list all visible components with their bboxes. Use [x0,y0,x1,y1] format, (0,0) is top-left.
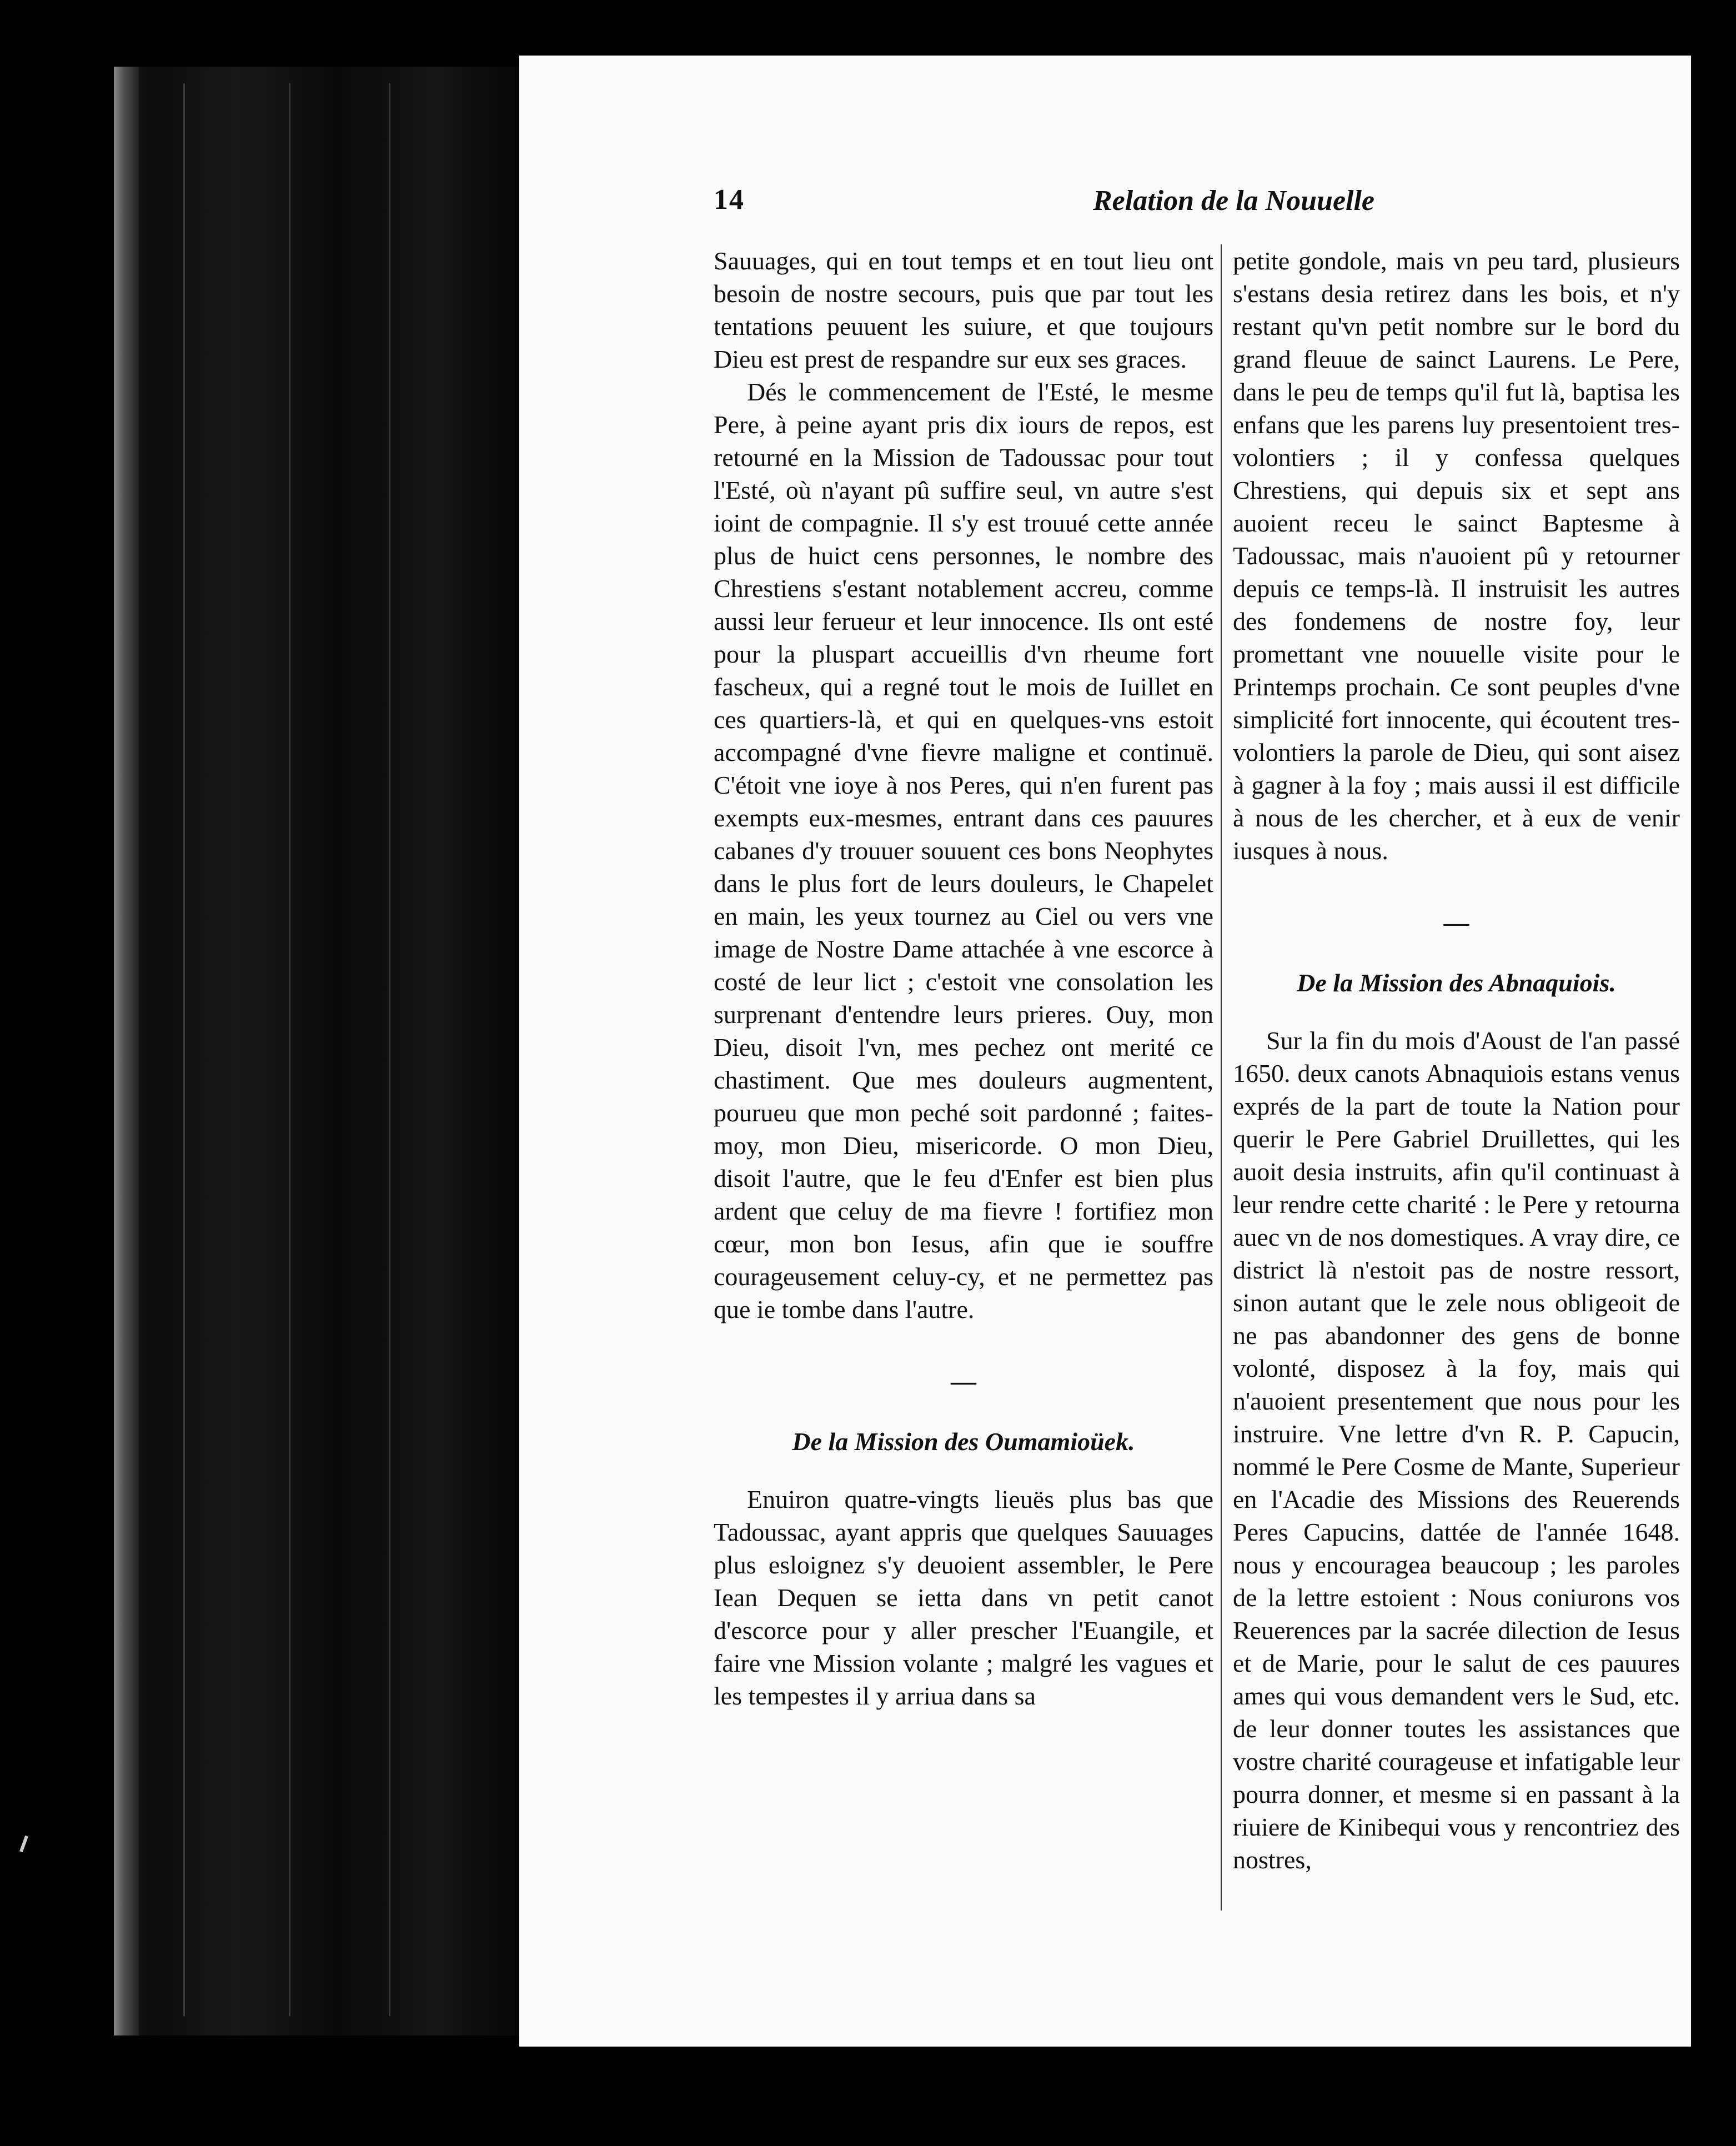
section-title: De la Mission des Oumamioüek. [792,1427,1135,1456]
page-text-area [714,178,1688,1944]
section-separator: — [1443,908,1469,936]
spine-line [183,83,185,2016]
paragraph: Sur la fin du mois d'Aoust de l'an passé 1650. deux canots Abnaquiois estans venus exprés de la part de toute la Nation pour querir le Pere Gabriel Druillettes, qui les auoit desia instruits, afin qu'il continuast à leur rendre cette charité : le Pere y retourna auec vn de nos domestiques. A vray dire, ce district là n'estoit pas de nostre ressort, sinon autant que le zele nous obligeoit de ne pas abandonner des gens de bonne volonté, disposez à la foy, mais qui n'auoient presentement que nous pour les instruire. Vne lettre d'vn R. P. Capucin, nommé le Pere Cosme de Mante, Superieur en l'Acadie des Missions des Reuerends Peres Capucins, dattée de l'année 1648. nous y encouragea beaucoup ; les paroles de la lettre estoient : Nous coniurons vos Reuerences par la sacrée dilection de Iesus et de Marie, pour le salut de ces pauures ames qui vous demandent vers le Sud, etc. de leur donner toutes les assistances que vostre charité courageuse et infatigable leur pourra donner, et mesme si en passant à la riuiere de Kinibequi vous y rencontriez des nostres, [1233,1026,1680,1874]
running-head: Relation de la Nouuelle [1093,185,1374,217]
spine-line [389,83,390,2016]
book-spine [114,67,519,2035]
page-right-edge [1691,89,1719,2027]
section-title: De la Mission des Abnaquiois. [1297,969,1616,997]
page-header [714,178,1374,222]
page-number: 14 [714,184,745,215]
spine-edge [114,67,139,2035]
paragraph: Enuiron quatre-vingts lieuës plus bas que Tadoussac, ayant appris que quelques Sauuages plus esloignez s'y deuoient assembler, le Pere Iean Dequen se ietta dans vn petit canot d'escorce pour y aller prescher l'Euangile, et faire vne Mission volante ; malgré les vagues et les tempestes il y arriua dans sa [714,1485,1213,1710]
right-column [1233,244,1680,1876]
column-divider [1221,244,1222,1911]
section-separator: — [951,1367,976,1395]
paragraph: petite gondole, mais vn peu tard, plusieurs s'estans desia retirez dans les bois, et n'y restant qu'vn petit nombre sur le bord du grand fleuue de sainct Laurens. Le Pere, dans le peu de temps qu'il fut là, baptisa les enfans que les parens luy presentoient tres-volontiers ; il y confessa quelques Chrestiens, qui depuis six et sept ans auoient receu le sainct Baptesme à Tadoussac, mais n'auoient pû y retourner depuis ce temps-là. Il instruisit les autres des fondemens de nostre foy, leur promettant vne nouuelle visite pour le Printemps prochain. Ce sont peuples d'vne simplicité fort innocente, qui écoutent tres-volontiers la parole de Dieu, qui sont aisez à gagner à la foy ; mais aussi il est difficile à nous de les chercher, et à eux de venir iusques à nous. [1233,247,1680,865]
left-column [714,244,1213,1712]
paragraph: Sauuages, qui en tout temps et en tout lieu ont besoin de nostre secours, puis que par tout les tentations peuuent les suiure, et que toujours Dieu est prest de respandre sur eux ses graces. [714,247,1213,373]
paragraph: Dés le commencement de l'Esté, le mesme Pere, à peine ayant pris dix iours de repos, est retourné en la Mission de Tadoussac pour tout l'Esté, où n'ayant pû suffire seul, vn autre s'est ioint de compagnie. Il s'y est trouué cette année plus de huict cens personnes, le nombre des Chrestiens s'estant notablement accreu, comme aussi leur ferueur et leur innocence. Ils ont esté pour la pluspart accueillis d'vn rheume fort fascheux, qui a regné tout le mois de Iuillet en ces quartiers-là, et qui en quelques-vns estoit accompagné d'vne fievre maligne et continuë. C'étoit vne ioye à nos Peres, qui n'en furent pas exempts eux-mesmes, entrant dans ces pauures cabanes d'y trouuer souuent ces bons Neophytes dans le plus fort de leurs douleurs, le Chapelet en main, les yeux tournez au Ciel ou vers vne image de Nostre Dame attachée à vne escorce à costé de leur lict ; c'estoit vne consolation les surprenant d'entendre leurs prieres. Ouy, mon Dieu, disoit l'vn, mes pechez ont merité ce chastiment. Que mes douleurs augmentent, pourueu que mon peché soit pardonné ; faites-moy, mon Dieu, misericorde. O mon Dieu, disoit l'autre, que le feu d'Enfer est bien plus ardent que celuy de ma fievre ! fortifiez mon cœur, mon bon Iesus, afin que ie souffre courageusement celuy-cy, et ne permettez pas que ie tombe dans l'autre. [714,378,1213,1323]
spine-line [289,83,290,2016]
